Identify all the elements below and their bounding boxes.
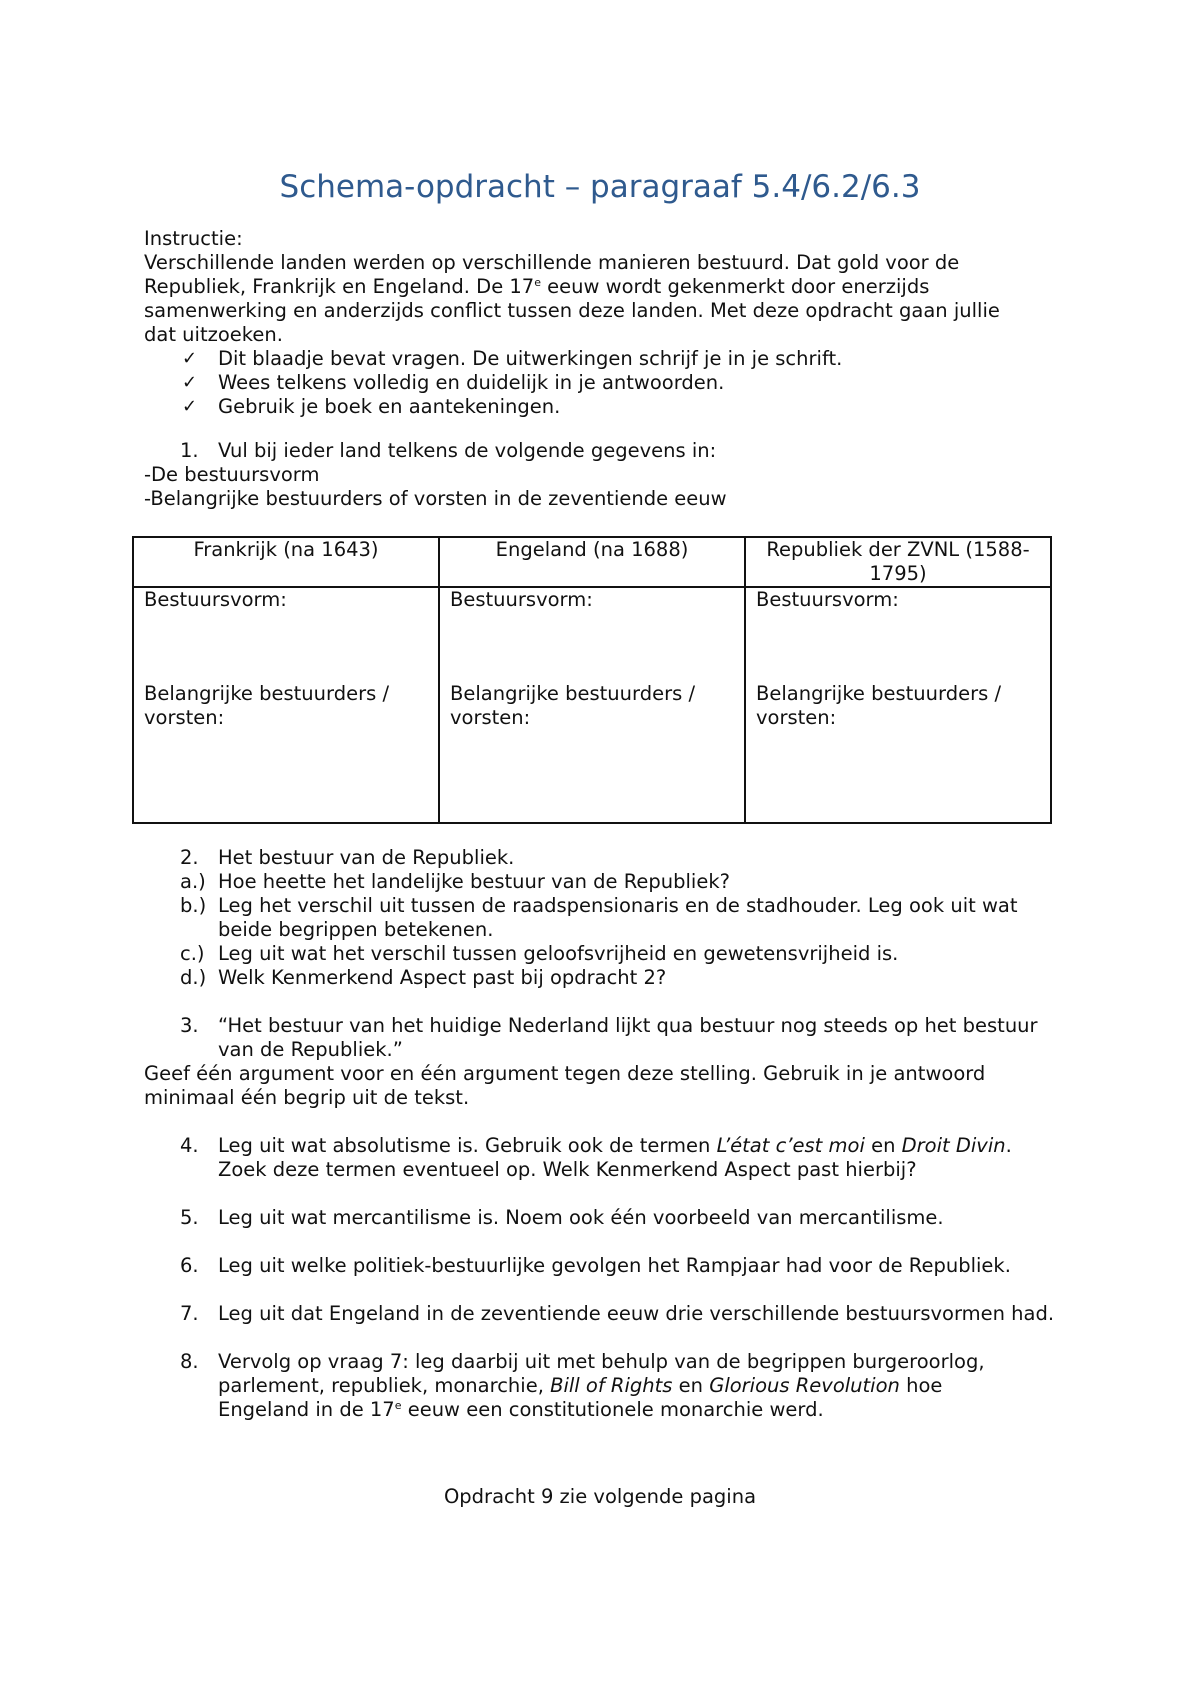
q1-bullet: -Belangrijke bestuurders of vorsten in de zeventiende eeuw: [144, 487, 727, 510]
table-header-row: [133, 537, 1051, 587]
table-row: [133, 587, 1051, 823]
question-2: 2. Het bestuur van de Republiek.: [180, 846, 515, 869]
table-header-frankrijk: Frankrijk (na 1643): [133, 537, 439, 587]
check-icon: ✓: [182, 372, 198, 393]
table-cell-frankrijk: Bestuursvorm: Belangrijke bestuurders / vorsten:: [133, 587, 439, 823]
checklist-item: ✓ Gebruik je boek en aantekeningen.: [182, 395, 561, 418]
questions-section: [144, 846, 1064, 1422]
question-2b: b.) Leg het verschil uit tussen de raadspensionaris en de stadhouder. Leg ook uit wat beide begrippen betekenen.: [180, 894, 1018, 941]
question-7: 7. Leg uit dat Engeland in de zeventiende eeuw drie verschillende bestuursvormen had.: [180, 1302, 1055, 1325]
check-icon: ✓: [182, 348, 198, 369]
q3-follow-line-2: minimaal één begrip uit de tekst.: [144, 1086, 470, 1109]
question-8: 8. Vervolg op vraag 7: leg daarbij uit met behulp van de begrippen burgeroorlog, parlement, republiek, monarchie, Bill of Rights en Glorious Revolution hoe Engeland in de 17e eeuw een constitutionele monarchie werd.: [180, 1350, 985, 1421]
table-header-republiek: Republiek der ZVNL (1588-1795): [745, 537, 1051, 587]
question-2a: a.) Hoe heette het landelijke bestuur van de Republiek?: [180, 870, 730, 893]
question-6: 6. Leg uit welke politiek-bestuurlijke gevolgen het Rampjaar had voor de Republiek.: [180, 1254, 1011, 1277]
page-title: Schema-opdracht – paragraaf 5.4/6.2/6.3: [279, 169, 921, 205]
question-2c: c.) Leg uit wat het verschil tussen geloofsvrijheid en gewetensvrijheid is.: [180, 942, 899, 965]
question-5: 5. Leg uit wat mercantilisme is. Noem ook één voorbeeld van mercantilisme.: [180, 1206, 944, 1229]
intro-line-2: Republiek, Frankrijk en Engeland. De 17e eeuw wordt gekenmerkt door enerzijds: [144, 275, 930, 298]
question-3: 3. “Het bestuur van het huidige Nederland lijkt qua bestuur nog steeds op het bestuur van de Republiek.”: [180, 1014, 1038, 1061]
q1-bullet: -De bestuursvorm: [144, 463, 320, 486]
intro-line-1: Verschillende landen werden op verschillende manieren bestuurd. Dat gold voor de: [144, 251, 960, 274]
table-header-engeland: Engeland (na 1688): [439, 537, 745, 587]
table-cell-republiek: Bestuursvorm: Belangrijke bestuurders / vorsten:: [745, 587, 1051, 823]
question-1: 1. Vul bij ieder land telkens de volgende gegevens in:: [180, 439, 717, 462]
question-4: 4. Leg uit wat absolutisme is. Gebruik ook de termen L’état c’est moi en Droit Divin. Zoek deze termen eventueel op. Welk Kenmerkend Aspect past hierbij?: [180, 1134, 1012, 1181]
intro-line-3: samenwerking en anderzijds conflict tussen deze landen. Met deze opdracht gaan jullie: [144, 299, 1000, 322]
instruction-label: Instructie:: [144, 227, 243, 250]
countries-table: [132, 536, 1052, 824]
q3-follow-line-1: Geef één argument voor en één argument tegen deze stelling. Gebruik in je antwoord: [144, 1062, 986, 1085]
instructions-section: [144, 227, 1064, 511]
checklist-item: ✓ Dit blaadje bevat vragen. De uitwerkingen schrijf je in je schrift.: [182, 347, 843, 370]
check-icon: ✓: [182, 396, 198, 417]
intro-line-4: dat uitzoeken.: [144, 323, 283, 346]
table-cell-engeland: Bestuursvorm: Belangrijke bestuurders / vorsten:: [439, 587, 745, 823]
next-page-note: Opdracht 9 zie volgende pagina: [443, 1485, 757, 1508]
checklist-item: ✓ Wees telkens volledig en duidelijk in je antwoorden.: [182, 371, 725, 394]
question-2d: d.) Welk Kenmerkend Aspect past bij opdracht 2?: [180, 966, 667, 989]
